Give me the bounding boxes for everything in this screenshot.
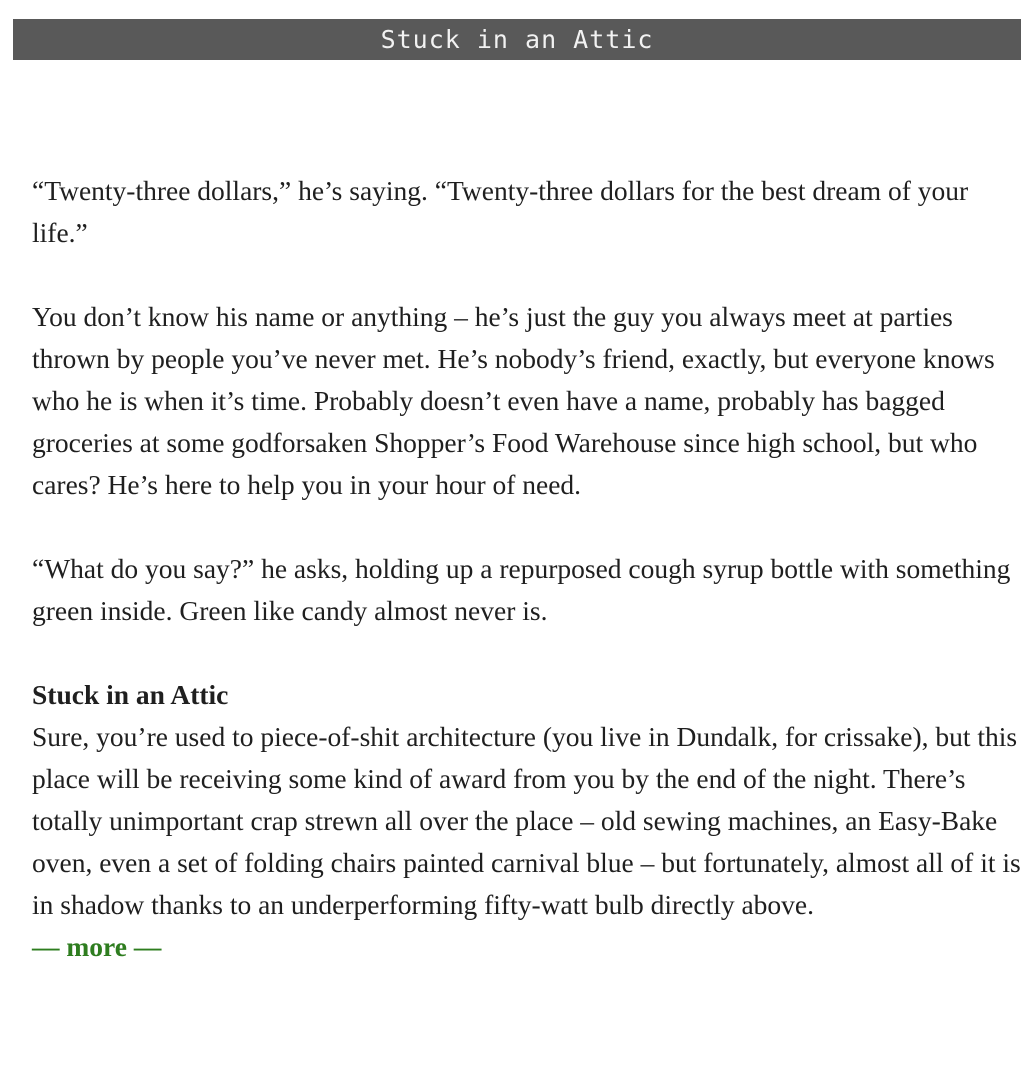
window-title-bar [13, 19, 1021, 60]
story-paragraph: “Twenty-three dollars,” he’s saying. “Twenty-three dollars for the best dream of your life.” [32, 175, 969, 248]
window-title: Stuck in an Attic [380, 25, 654, 54]
section-body: Sure, you’re used to piece-of-shit architecture (you live in Dundalk, for crissake), but this place will be receiving some kind of award from you by the end of the night. There’s totally unimportant crap strewn all over the place – old sewing machines, an Easy-Bake oven, even a set of folding chairs painted carnival blue – but fortunately, almost all of it is in shadow thanks to an underperforming fifty-watt bulb directly above. [32, 721, 1021, 920]
story-paragraph: “What do you say?” he asks, holding up a repurposed cough syrup bottle with something green inside. Green like candy almost never is. [32, 553, 1011, 626]
story-paragraph: You don’t know his name or anything – he’s just the guy you always meet at parties thrown by people you’ve never met. He’s nobody’s friend, exactly, but everyone knows who he is when it’s time. Probably doesn’t even have a name, probably has bagged groceries at some godforsaken Shopper’s Food Warehouse since high school, but who cares? He’s here to help you in your hour of need. [32, 301, 995, 500]
section-heading: Stuck in an Attic [32, 679, 229, 710]
more-link[interactable]: — more — [32, 931, 162, 962]
story-text [32, 170, 1022, 968]
